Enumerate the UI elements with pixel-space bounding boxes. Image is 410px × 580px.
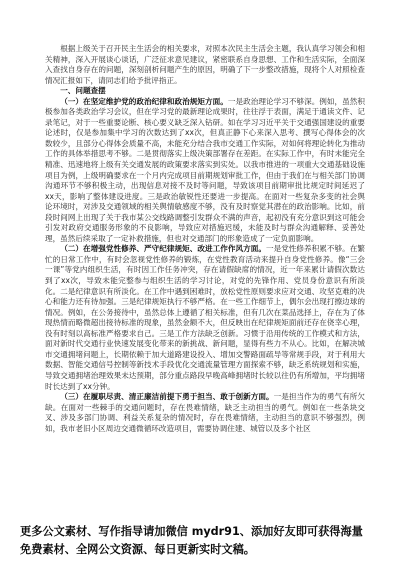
document-body — [45, 44, 365, 434]
subsection-heading: （三）在履职尽责、清正廉洁前提下勇于担当、敢于创新方面。 — [60, 392, 274, 402]
paragraph-text: 一是党性修养积累不够。在繁忙的日常工作中，有时会忽视党性修养的锻炼，在党性教育活动来提升自身党性修养。像“三会一课”等党内组织生活，有时因工作任务冲突，存在请假缺席的情况，近一年来累计请假次数达到了xx次，导致未能完整参与组织生活的学习讨论，对党的先锋作用、党员身份意识有所淡化。二是纪律意识有所淡化。在工作中遇到困难时，放松党性原则要求应对交通、攻坚克难的决心和能力还有待加强。三是纪律规矩执行不够严格。在一些工作细节上，偶尔会出现打擦边球的情况。例如，在公务接待中，虽然总体上遵循了相关标准，但有几次在菜品选择上，存在为了体现热情而略微超出接待标准的现象，虽然金额不大，但反映出在纪律规矩面前还存在侥幸心理，没有时刻以高标准严格要求自己。三是工作方法缺乏创新。习惯于沿用传统的工作模式和方法，面对新时代交通行业快速发展变化带来的新挑战、新问题，显得有些力不从心。比如，在解决城市交通拥堵问题上，长期依赖于加大道路建设投入、增加交警路面疏导等常规手段，对于利用大数据、智能交通信号控制等新技术手段优化交通流量管理方面探索不够，缺乏系统规划和实施，导致交通拥堵治理效果未达预期，部分重点路段早晚高峰拥堵时长较以往仍有所增加，平均拥堵时长达到了xx分钟。 — [45, 244, 365, 391]
paragraph-party-spirit — [45, 244, 365, 392]
section-heading: 一、问题查摆 — [60, 86, 106, 96]
paragraph-text: 一是担当作为的勇气有所欠缺。在面对一些棘手的交通问题时，存在畏难情绪，缺乏主动担当的勇气。例如在一些条块交叉、涉及多部门协调、利益关系复杂的情况时，存在畏难情绪，主动担当的意识不够强烈，例如，我市老旧小区周边交通微循环改造项目，需要协调住建、城管以及多个社区 — [45, 392, 366, 433]
subsection-heading: （一）在坚定维护党的政治纪律和政治规矩方面。 — [60, 96, 228, 106]
promo-footer — [20, 523, 390, 559]
promo-line: 更多公文素材、写作指导请加微信 mydr91、添加好友即可获得海量 — [20, 525, 363, 538]
paragraph-political-discipline — [45, 97, 365, 245]
promo-line: 免费素材、全网公文资源、每日更新实时文稿。 — [20, 543, 255, 556]
subsection-heading: （二）在增强党性修养、严守纪律规矩、改进工作作风方面。 — [60, 244, 266, 254]
intro-paragraph: 根据上级关于召开民主生活会的相关要求，对照本次民主生活会主题，我认真学习领会和相关精神，深入开展谈心谈话，广泛征求意见建议，紧密联系自身思想、工作和生活实际，全面深入查找自身存在的问题，深刻剖析问题产生的原因，明确了下一步整改措施，现将个人对照检查情况汇报如下，请同志们给予批评指正。 — [45, 44, 365, 85]
paragraph-text: 一是政治理论学习不够深。例如，虽然积极参加各类政治学习会议，但在学习党的最新理论成果时，往往浮于表面，满足于通读文件、记录笔记，对于一些重要论断、核心要义缺乏深入钻研。如在学习习近平关于交通强国建设的重要论述时，仅是参加集中学习的次数达到了xx次，但真正静下心来深入思考、撰写心得体会的次数较少，且部分心得体会质量不高，未能充分结合我市交通工作实际，对如何将理论转化为推动工作的具体举措思考不够。二是贯彻落实上级决策部署存在差距。在实际工作中，有时未能完全精准、迅速地将上级有关交通发展的政策要求落实到实处。以我市推进的一项重大交通基础设施项目为例，上级明确要求在一个月内完成项目前期规划审批工作，但由于我们在与相关部门协调沟通环节不够积极主动，出现信息对接不及时等问题，导致该项目前期审批比规定时间延迟了xx天，影响了整体建设进度。三是政治敏锐性还要进一步提高。在面对一些复杂多变的社会舆论环境时，对涉及交通领域的相关舆情敏感度不够，没有及时察觉其潜在的政治影响。比如，前段时间网上出现了关于我市某公交线路调整引发群众不满的声音，起初没有充分意识到这可能会引发对政府交通服务形象的不良影响，导致应对措施迟缓，未能及时与群众沟通解释、妥善处理，虽然后续采取了一定补救措施，但也对交通部门的形象造成了一定负面影响。 — [45, 96, 366, 243]
paragraph-responsibility — [45, 392, 365, 434]
